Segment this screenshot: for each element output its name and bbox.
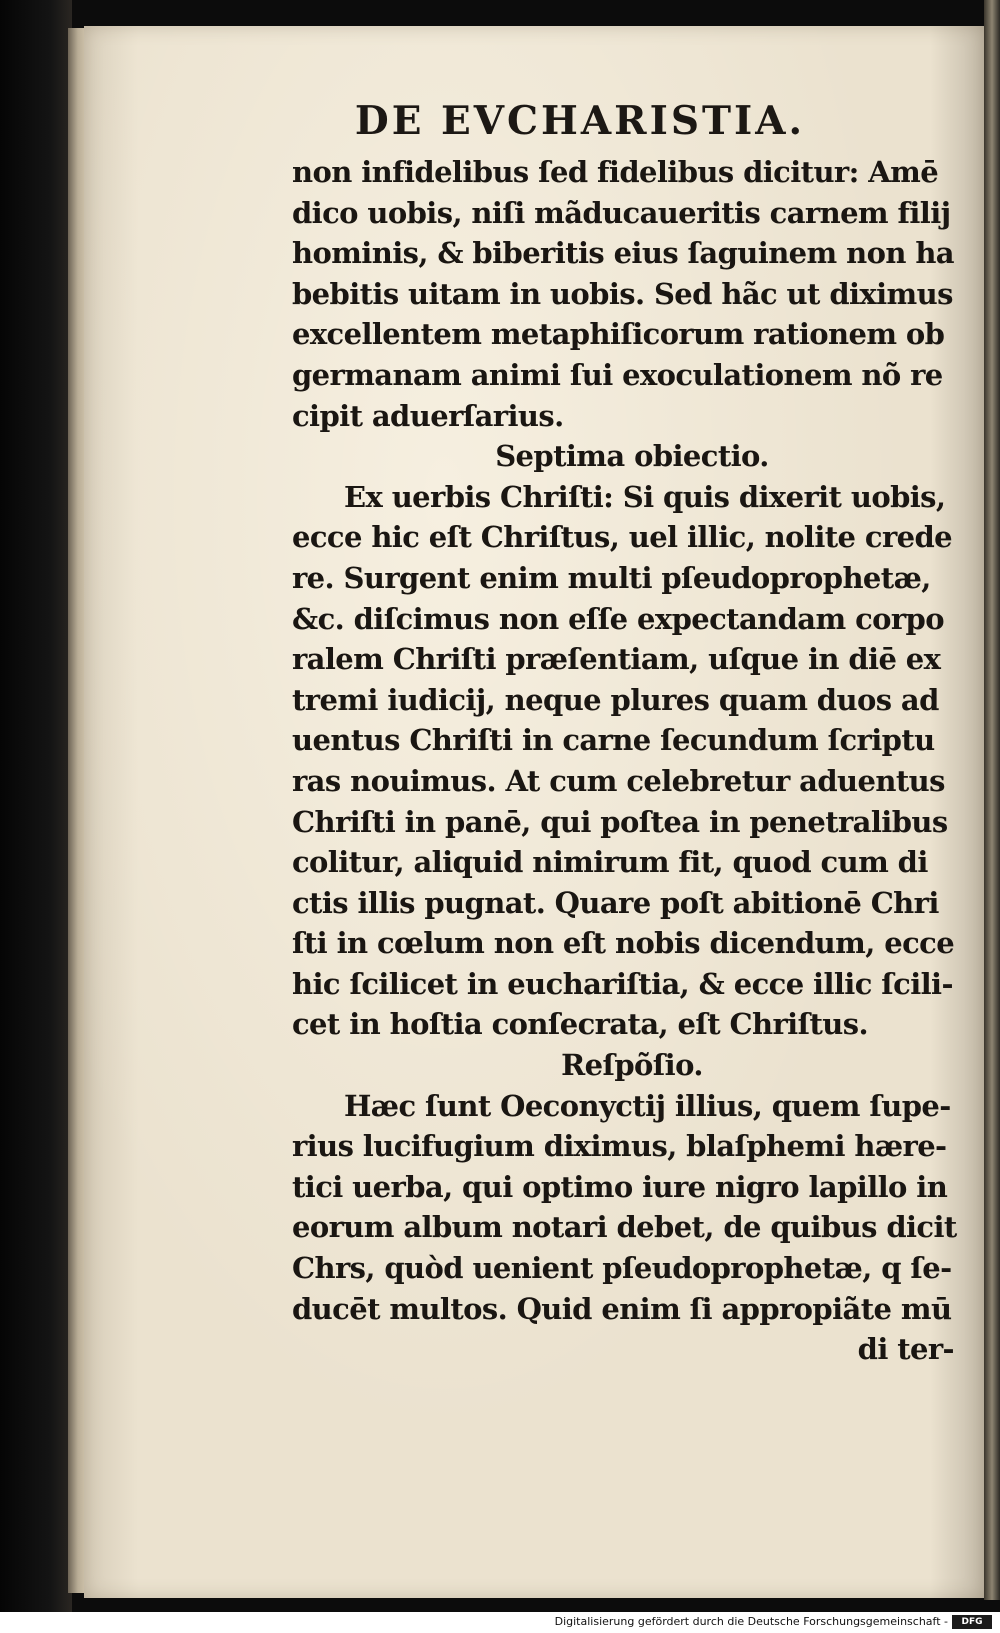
text-line: germanam animi ſui exoculationem nõ re bbox=[292, 357, 943, 392]
text-line: Hæc ſunt Oeconyctij illius, quem ſupe- bbox=[344, 1088, 951, 1123]
text-line: colitur, aliquid nimirum fit, quod cum di bbox=[292, 845, 928, 880]
text-line: ducēt multos. Quid enim ſi appropiãte mū bbox=[292, 1291, 952, 1326]
text-line: Chriſti in panē, qui poſtea in penetralibus bbox=[292, 804, 948, 839]
text-line: Ex uerbis Chriſti: Si quis dixerit uobis, bbox=[344, 479, 946, 514]
text-line: cet in hoſtia conſecrata, eſt Chriſtus. bbox=[292, 1007, 868, 1042]
running-head: DE EVCHARISTIA. bbox=[354, 98, 806, 144]
text-line: ſti in cœlum non eſt nobis dicendum, ecce bbox=[292, 926, 955, 961]
text-line: hominis, & biberitis eius ſaguinem non ha bbox=[292, 236, 954, 271]
section-heading: Reſpõſio. bbox=[561, 1048, 703, 1083]
catchword: di ter- bbox=[857, 1332, 954, 1367]
text-line: tremi iudicij, neque plures quam duos ad bbox=[292, 682, 939, 717]
section-heading: Septima obiectio. bbox=[495, 439, 769, 474]
book-spine-shadow bbox=[0, 0, 72, 1633]
text-line: &c. diſcimus non eſſe expectandam corpo bbox=[292, 601, 944, 636]
text-line: non infidelibus ſed fidelibus dicitur: Amē bbox=[292, 155, 939, 189]
right-binding-edge bbox=[984, 0, 1000, 1600]
dfg-logo: DFG bbox=[952, 1615, 992, 1629]
text-line: hic ſcilicet in euchariſtia, & ecce illic ſcili- bbox=[292, 966, 953, 1001]
page-body bbox=[292, 152, 972, 1370]
text-line: ralem Chriſti præſentiam, uſque in diē ex bbox=[292, 642, 941, 677]
funding-credit: Digitalisierung gefördert durch die Deutsche Forschungsgemeinschaft - bbox=[554, 1615, 948, 1628]
footer-bar bbox=[0, 1612, 1000, 1633]
text-line: rius lucifugium diximus, blaſphemi hære- bbox=[292, 1129, 947, 1164]
text-line: eorum album notari debet, de quibus dicit bbox=[292, 1210, 957, 1245]
text-line: bebitis uitam in uobis. Sed hãc ut diximus bbox=[292, 276, 953, 311]
text-line: tici uerba, qui optimo iure nigro lapillo in bbox=[292, 1169, 948, 1204]
text-line: dico uobis, niſi mãducaueritis carnem filij bbox=[292, 195, 951, 230]
text-line: ecce hic eſt Chriſtus, uel illic, nolite crede bbox=[292, 520, 953, 555]
text-line: Chrs, quòd uenient pſeudoprophetæ, q ſe- bbox=[292, 1251, 952, 1286]
text-line: ctis illis pugnat. Quare poſt abitionē Chri bbox=[292, 885, 939, 920]
text-line: re. Surgent enim multi pſeudoprophetæ, bbox=[292, 560, 931, 595]
text-line: cipit aduerſarius. bbox=[292, 398, 564, 433]
text-line: excellentem metaphiſicorum rationem ob bbox=[292, 317, 945, 352]
text-line: uentus Chriſti in carne ſecundum ſcriptu bbox=[292, 723, 935, 758]
text-line: ras nouimus. At cum celebretur aduentus bbox=[292, 763, 945, 798]
